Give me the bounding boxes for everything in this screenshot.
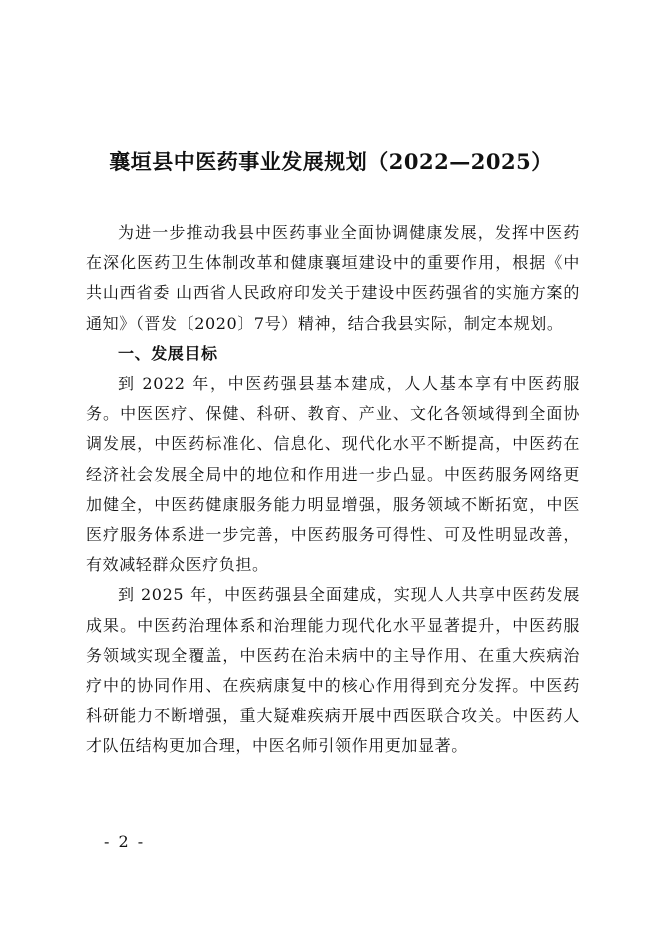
goals-paragraph-2025: 到 2025 年，中医药强县全面建成，实现人人共享中医药发展成果。中医药治理体系和治理能力现代化水平显著提升，中医药服务领域实现全覆盖，中医药在治未病中的主导作用、在重大疾病治疗中的协同作用、在疾病康复中的核心作用得到充分发挥。中医药科研能力不断增强，重大疑难疾病开展中西医联合攻关。中医药人才队伍结构更加合理，中医名师引领作用更加显著。 [86, 585, 580, 756]
document-body [86, 218, 580, 762]
goals-paragraph-2022: 到 2022 年，中医药强县基本建成，人人基本享有中医药服务。中医医疗、保健、科研、教育、产业、文化各领域得到全面协调发展，中医药标准化、信息化、现代化水平不断提高，中医药在经济社会发展全局中的地位和作用进一步凸显。中医药服务网络更加健全，中医药健康服务能力明显增强，服务领域不断拓宽，中医医疗服务体系进一步完善，中医药服务可得性、可及性明显改善，有效减轻群众医疗负担。 [86, 374, 580, 575]
intro-paragraph: 为进一步推动我县中医药事业全面协调健康发展，发挥中医药在深化医药卫生体制改革和健康襄垣建设中的重要作用，根据《中共山西省委 山西省人民政府印发关于建设中医药强省的实施方案的通知》（晋发〔2020〕7号）精神，结合我县实际，制定本规划。 [86, 223, 580, 333]
document-title: 襄垣县中医药事业发展规划（2022—2025） [109, 149, 553, 174]
section-heading-goals: 一、发展目标 [118, 343, 218, 363]
page-number: - 2 - [104, 832, 146, 851]
